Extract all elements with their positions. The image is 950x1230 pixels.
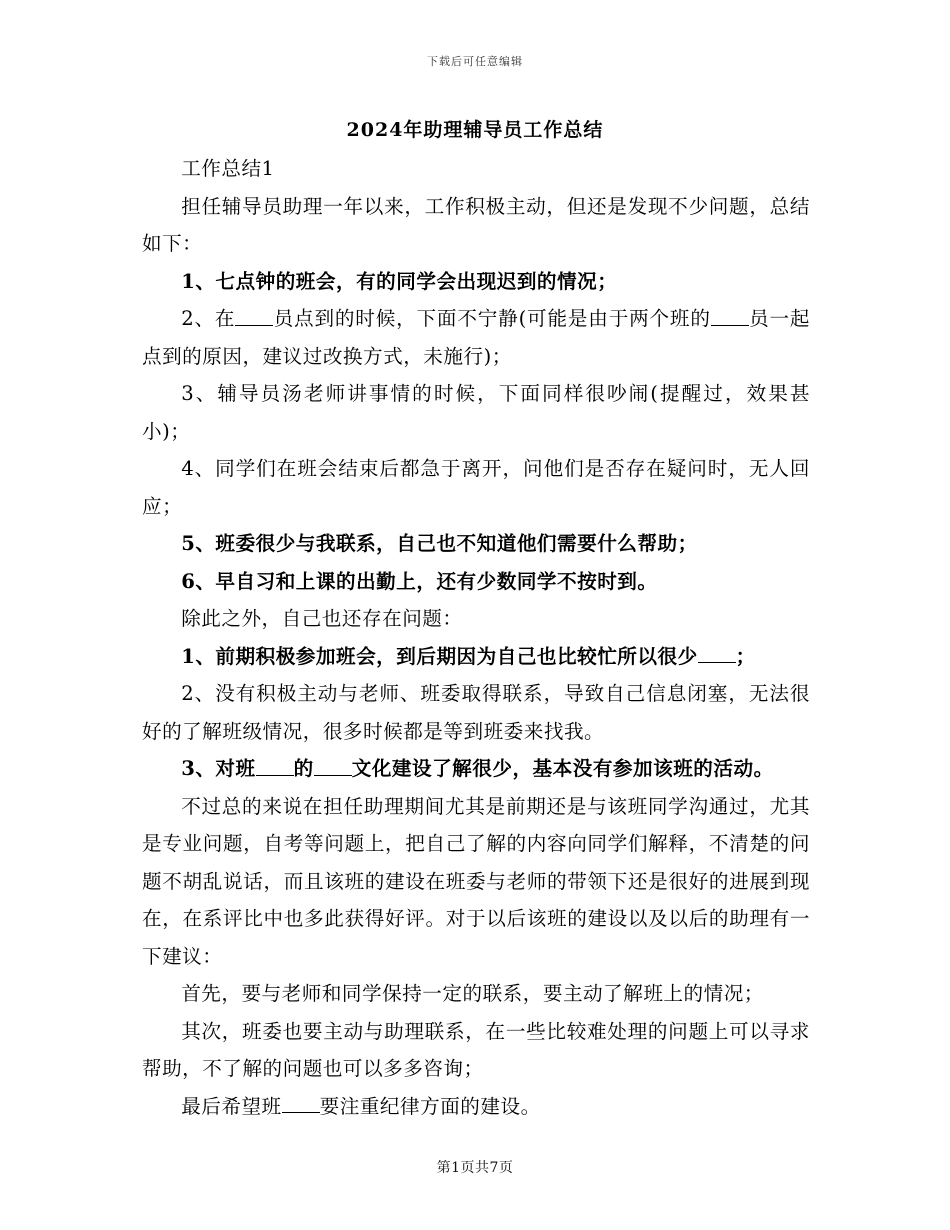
self-issues-intro: 除此之外，自己也还存在问题： <box>181 607 463 630</box>
issue-item-5: 5、班委很少与我联系，自己也不知道他们需要什么帮助； <box>181 532 698 555</box>
section-heading: 工作总结1 <box>181 157 275 180</box>
fill-in-blank <box>256 757 294 776</box>
advice-item-3 <box>142 1088 810 1126</box>
summary-paragraph: 不过总的来说在担任助理期间尤其是前期还是与该班同学沟通过，尤其是专业问题，自考等问题上，把自己了解的内容向同学们解释，不清楚的问题不胡乱说话，而且该班的建设在班委与老师的带领下还是很好的进展到现在，在系评比中也多此获得好评。对于以后该班的建设以及以后的助理有一下建议： <box>142 794 810 968</box>
advice-item-3-part-a: 最后希望班 <box>181 1094 282 1118</box>
document-title: 2024年助理辅导员工作总结 <box>346 119 604 141</box>
fill-in-blank <box>698 645 736 664</box>
advice-item-2: 其次，班委也要主动与助理联系，在一些比较难处理的问题上可以寻求帮助，不了解的问题也可以多多咨询； <box>142 1019 810 1080</box>
document-body <box>142 150 810 1125</box>
issue-item-2-part-b: 员点到的时候，下面不宁静(可能是由于两个班的 <box>273 307 711 330</box>
issue-item-1: 1、七点钟的班会，有的同学会出现迟到的情况； <box>181 269 618 293</box>
intro-paragraph: 担任辅导员助理一年以来，工作积极主动，但还是发现不少问题，总结如下： <box>142 194 810 255</box>
issue-item-4: 4、同学们在班会结束后都急于离开，问他们是否存在疑问时，无人回应； <box>142 457 810 518</box>
fill-in-blank <box>314 757 352 776</box>
self-issue-item-2: 2、没有积极主动与老师、班委取得联系，导致自己信息闭塞，无法很好的了解班级情况，很多时候都是等到班委来找我。 <box>142 682 810 743</box>
self-issue-item-3 <box>142 750 810 788</box>
issue-item-6: 6、早自习和上课的出勤上，还有少数同学不按时到。 <box>181 569 658 593</box>
issue-item-3: 3、辅导员汤老师讲事情的时候，下面同样很吵闹(提醒过，效果甚小)； <box>142 382 810 443</box>
fill-in-blank <box>235 307 273 326</box>
issue-item-2-part-c: 员一起点到的原因，建议过改换方式，未施行)； <box>142 307 811 368</box>
self-issue-item-3-part-a: 3、对班 <box>181 757 256 780</box>
issue-item-2 <box>142 300 810 375</box>
self-issue-item-1 <box>142 638 810 676</box>
self-issue-item-1-part-b: ； <box>735 644 756 668</box>
fill-in-blank <box>711 307 749 326</box>
header-note: 下载后可任意编辑 <box>427 55 523 68</box>
fill-in-blank <box>282 1095 320 1114</box>
page-footer: 第1页共7页 <box>436 1160 514 1176</box>
self-issue-item-3-part-b: 的 <box>293 757 314 780</box>
advice-item-3-part-b: 要注重纪律方面的建设。 <box>319 1094 541 1118</box>
self-issue-item-1-part-a: 1、前期积极参加班会，到后期因为自己也比较忙所以很少 <box>181 644 698 668</box>
advice-item-1: 首先，要与老师和同学保持一定的联系，要主动了解班上的情况； <box>181 982 764 1005</box>
self-issue-item-3-part-c: 文化建设了解很少，基本没有参加该班的活动。 <box>351 757 774 780</box>
issue-item-2-part-a: 2、在 <box>181 307 236 330</box>
